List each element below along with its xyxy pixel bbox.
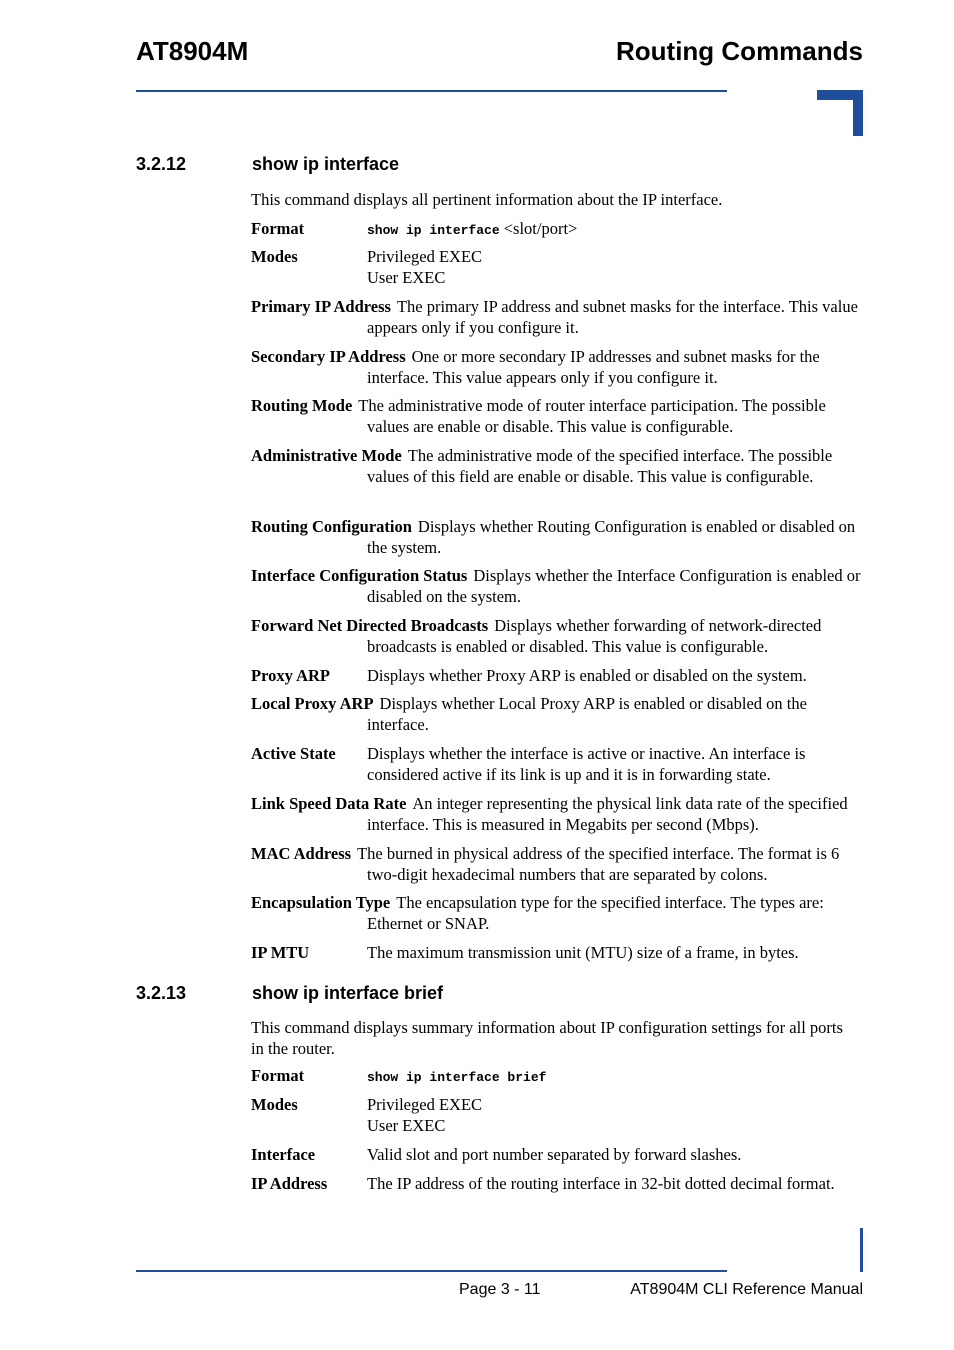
field-encapsulation-type: Encapsulation Type The encapsulation type for the specified interface. The types are: Ethernet or SNAP. (251, 893, 824, 933)
format-label: Format (251, 1066, 305, 1085)
manual-title: AT8904M CLI Reference Manual (630, 1281, 863, 1298)
format-command: show ip interface brief (367, 1070, 547, 1085)
field-routing-configuration: Routing Configuration Displays whether Routing Configuration is enabled or disabled on the system. (251, 517, 856, 557)
mode-item: User EXEC (367, 1115, 446, 1135)
format-argument: <slot/port> (499, 219, 578, 238)
section-heading-3-2-12 (136, 154, 399, 175)
modes-label: Modes (251, 1095, 298, 1114)
field-local-proxy-arp: Local Proxy ARP Displays whether Local Proxy ARP is enabled or disabled on the interface. (251, 694, 807, 734)
field-ip-mtu: IP MTU The maximum transmission unit (MTU) size of a frame, in bytes. (251, 943, 799, 962)
mode-item: Privileged EXEC (367, 1095, 483, 1114)
field-ip-address: IP Address The IP address of the routing interface in 32-bit dotted decimal format. (251, 1174, 835, 1193)
modes-entry (251, 247, 866, 288)
header-rule (136, 90, 727, 92)
field-interface-configuration-status: Interface Configuration Status Displays whether the Interface Configuration is enabled or disabled on the system. (251, 566, 861, 606)
footer-rule (136, 1270, 727, 1272)
field-secondary-ip-address: Secondary IP Address One or more secondary IP addresses and subnet masks for the interface. This value appears only if you configure it. (251, 347, 820, 387)
format-entry (251, 1066, 866, 1089)
format-entry (251, 219, 866, 242)
header-chapter-title: Routing Commands (616, 36, 863, 66)
section-heading-3-2-13 (136, 983, 443, 1004)
field-proxy-arp: Proxy ARP Displays whether Proxy ARP is enabled or disabled on the system. (251, 666, 807, 685)
header-corner-mark (817, 90, 863, 136)
mode-item: Privileged EXEC (367, 247, 483, 266)
section-number: 3.2.12 (136, 154, 187, 174)
field-interface: Interface Valid slot and port number separated by forward slashes. (251, 1145, 742, 1164)
modes-entry (251, 1095, 866, 1136)
field-link-speed-data-rate: Link Speed Data Rate An integer representing the physical link data rate of the specified interface. This is measured in Megabits per second (Mbps). (251, 794, 848, 834)
mode-item: User EXEC (367, 267, 446, 287)
page-number: Page 3 - 11 (459, 1281, 541, 1298)
modes-label: Modes (251, 247, 298, 266)
field-forward-net-directed-broadcasts: Forward Net Directed Broadcasts Displays whether forwarding of network-directed broadcasts is enabled or disabled. This value is configurable. (251, 616, 822, 656)
header-product: AT8904M (136, 36, 249, 66)
section-intro: This command displays summary information about IP configuration settings for all ports in the router. (251, 1018, 843, 1058)
field-primary-ip-address: Primary IP Address The primary IP address and subnet masks for the interface. This value appears only if you configure it. (251, 297, 858, 337)
section-number: 3.2.13 (136, 983, 187, 1003)
section-title: show ip interface (252, 154, 400, 174)
field-active-state: Active State Displays whether the interface is active or inactive. An interface is considered active if its link is up and it is in forwarding state. (251, 744, 806, 784)
section-title: show ip interface brief (252, 983, 444, 1003)
field-mac-address: MAC Address The burned in physical address of the specified interface. The format is 6 two-digit hexadecimal numbers that are separated by colons. (251, 844, 840, 884)
format-label: Format (251, 219, 305, 238)
field-administrative-mode: Administrative Mode The administrative mode of the specified interface. The possible values of this field are enable or disable. This value is configurable. (251, 446, 833, 486)
section-intro: This command displays all pertinent information about the IP interface. (251, 190, 723, 209)
format-command: show ip interface (367, 223, 500, 238)
footer-corner-mark (860, 1228, 863, 1272)
field-routing-mode: Routing Mode The administrative mode of router interface participation. The possible values are enable or disable. This value is configurable. (251, 396, 826, 436)
